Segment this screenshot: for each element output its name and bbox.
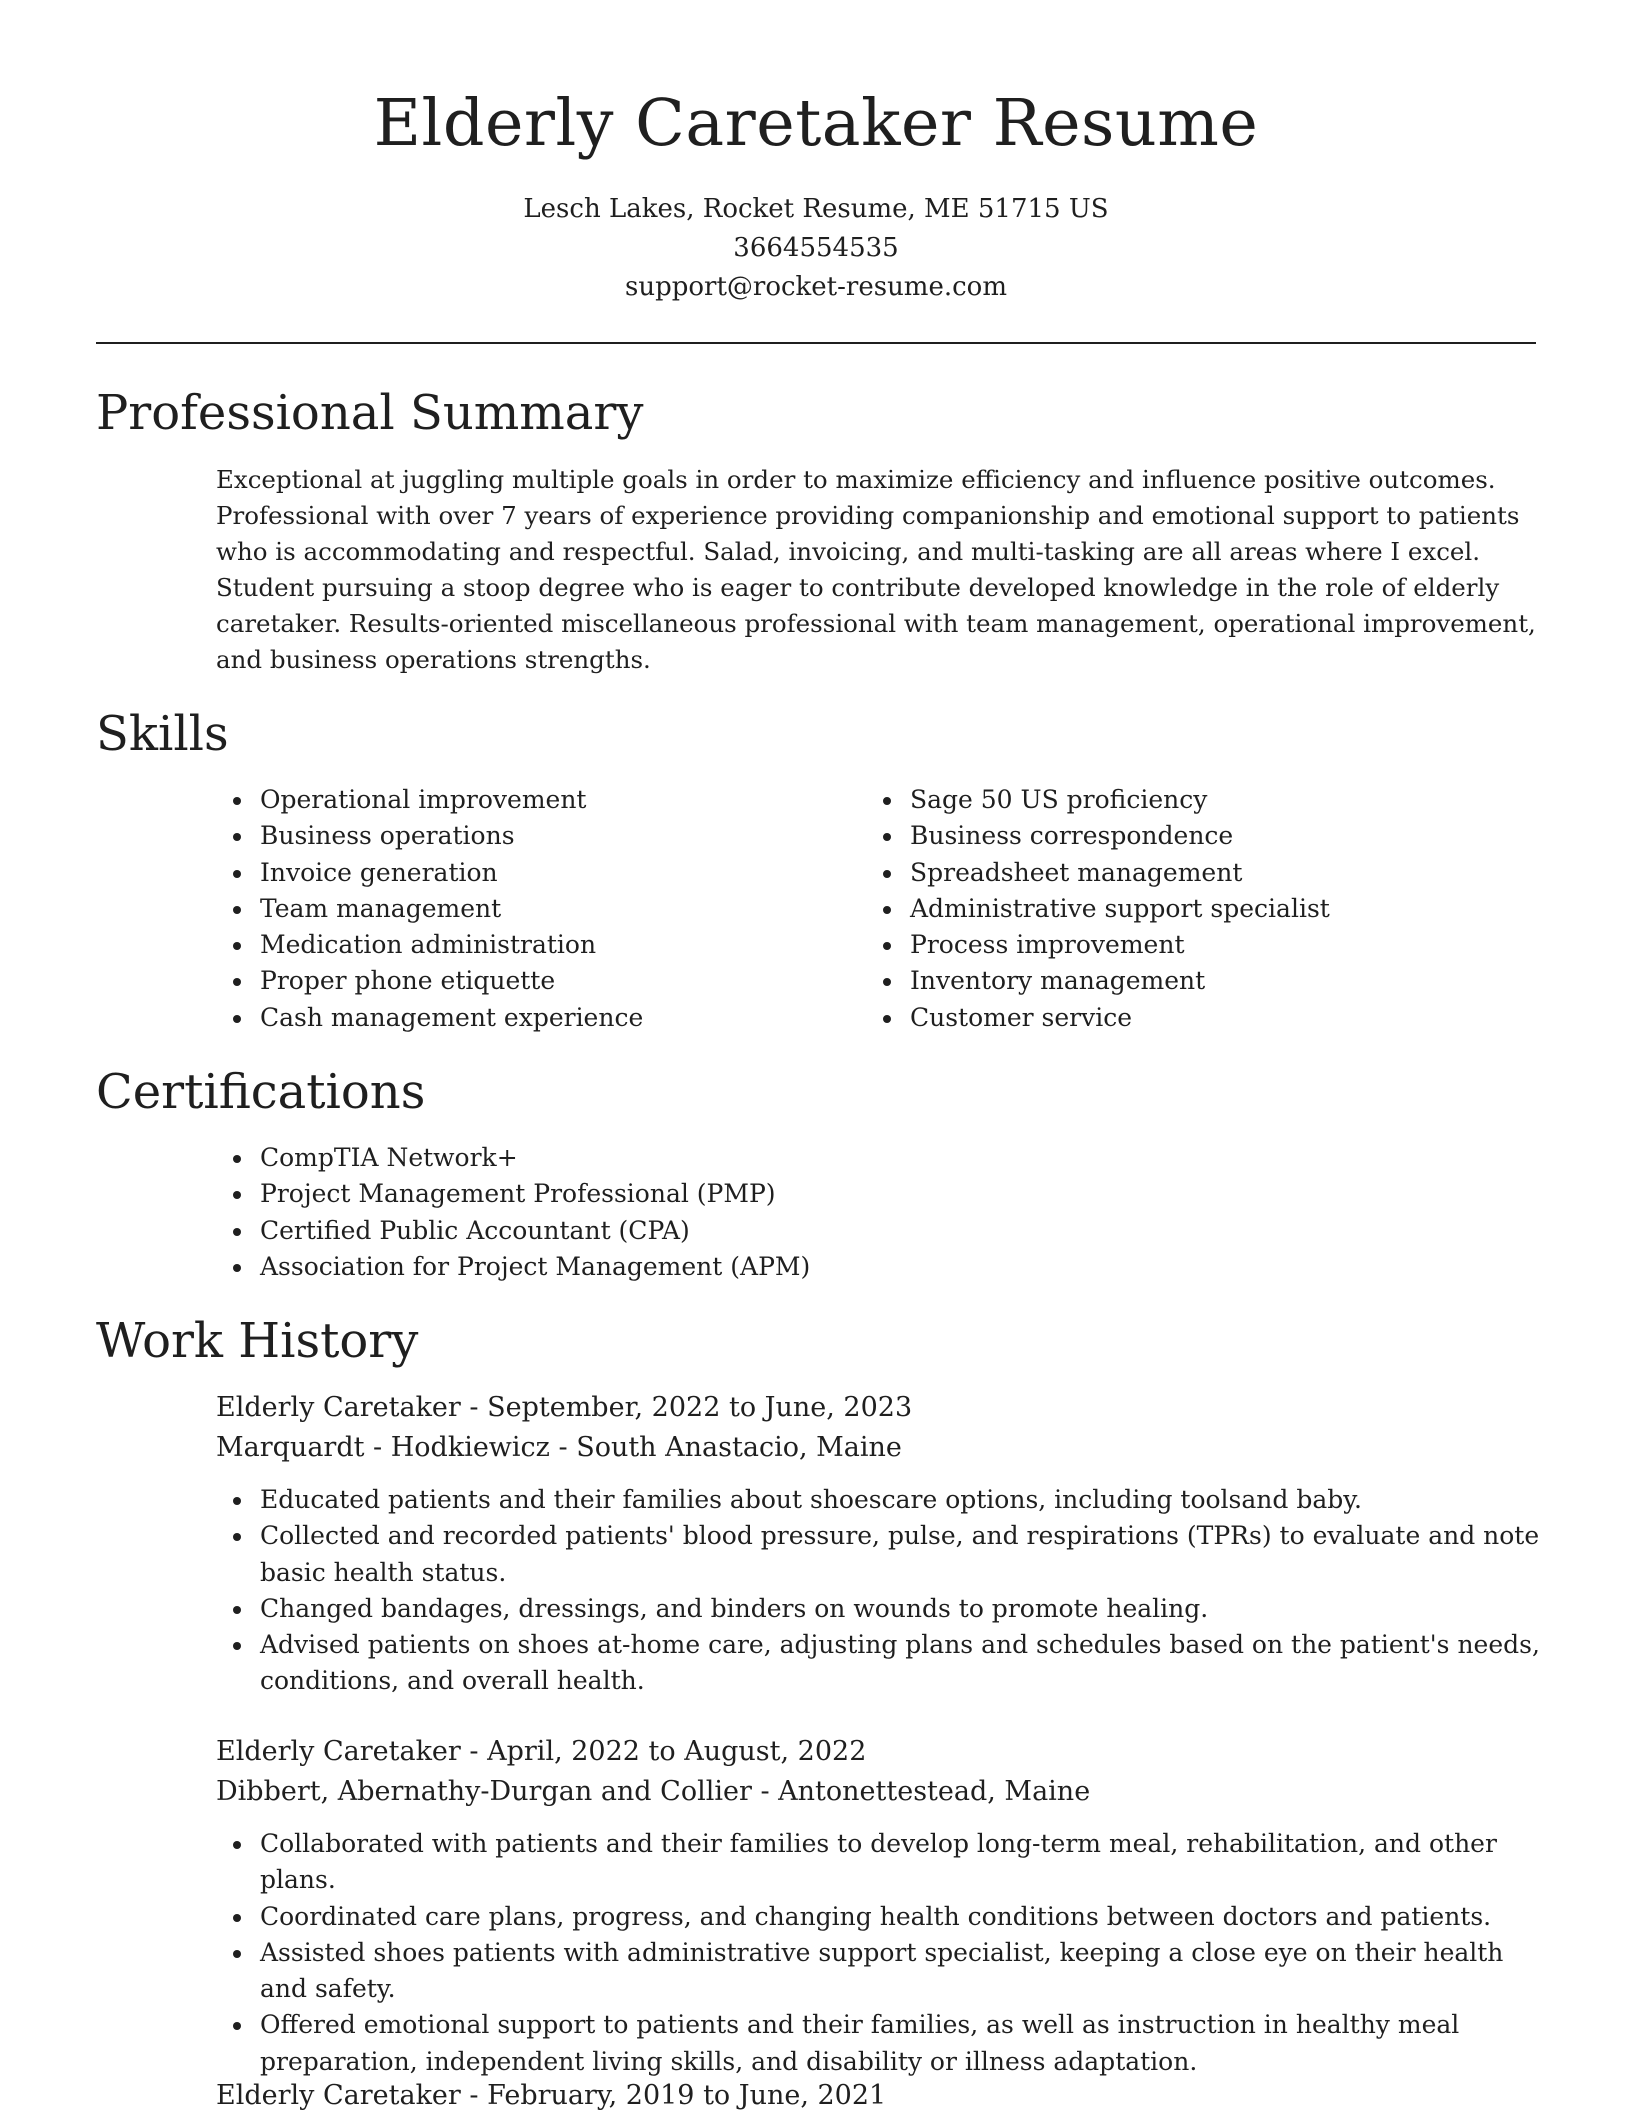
job-title-line [216, 1732, 866, 1772]
job-role: Elderly Caretaker [216, 1392, 461, 1423]
job-dates: - February, 2019 to June, 2021 [460, 2080, 887, 2111]
job-company: Marquardt - Hodkiewicz [216, 1432, 550, 1463]
section-title-skills: Skills [96, 706, 229, 762]
job-dates: - September, 2022 to June, 2023 [460, 1392, 913, 1423]
skill-item: Operational improvement [260, 782, 860, 818]
skills-list-right [866, 782, 1550, 1036]
skill-item: Cash management experience [260, 1000, 860, 1036]
contact-email: support@rocket-resume.com [624, 272, 1007, 302]
job-company: Dibbert, Abernathy-Durgan and Collier [216, 1776, 752, 1807]
skill-item: Inventory management [910, 963, 1550, 999]
contact-phone: 3664554535 [733, 233, 899, 263]
skill-item: Customer service [910, 1000, 1550, 1036]
job-bullet: Offered emotional support to patients and their families, as well as instruction in healthy meal preparation, independent living skills, and disability or illness adaptation. [260, 2007, 1550, 2080]
header-divider [96, 342, 1536, 344]
section-title-certifications: Certifications [96, 1064, 426, 1120]
section-title-work-history: Work History [96, 1313, 419, 1369]
certification-item: Association for Project Management (APM) [260, 1249, 1460, 1285]
job-bullet: Educated patients and their families about shoescare options, including toolsand baby. [260, 1482, 1550, 1518]
skill-item: Administrative support specialist [910, 891, 1550, 927]
skill-item: Process improvement [910, 927, 1550, 963]
skill-item: Spreadsheet management [910, 855, 1550, 891]
section-title-summary: Professional Summary [96, 385, 644, 441]
job-bullets [216, 1482, 1550, 1700]
skill-item: Invoice generation [260, 855, 860, 891]
certification-item: CompTIA Network+ [260, 1140, 1460, 1176]
certification-item: Certified Public Accountant (CPA) [260, 1213, 1460, 1249]
skill-item: Sage 50 US proficiency [910, 782, 1550, 818]
job-title-line [216, 2076, 886, 2116]
job-location: - South Anastacio, Maine [549, 1432, 902, 1463]
job-bullet: Collected and recorded patients' blood pressure, pulse, and respirations (TPRs) to evaluate and note basic health status. [260, 1518, 1550, 1591]
certification-item: Project Management Professional (PMP) [260, 1176, 1460, 1212]
job-bullet: Advised patients on shoes at-home care, adjusting plans and schedules based on the patient's needs, conditions, and overall health. [260, 1627, 1550, 1700]
job-bullet: Assisted shoes patients with administrative support specialist, keeping a close eye on their health and safety. [260, 1935, 1550, 2008]
resume-title: Elderly Caretaker Resume [373, 86, 1259, 161]
job-bullets [216, 1826, 1550, 2080]
job-role: Elderly Caretaker [216, 2080, 461, 2111]
job-bullet: Coordinated care plans, progress, and changing health conditions between doctors and patients. [260, 1899, 1550, 1935]
skills-list-left [216, 782, 860, 1036]
job-role: Elderly Caretaker [216, 1736, 461, 1767]
skill-item: Business correspondence [910, 818, 1550, 854]
skill-item: Business operations [260, 818, 860, 854]
job-company-line [216, 1428, 902, 1468]
job-location: - Antonettestead, Maine [751, 1776, 1091, 1807]
skill-item: Team management [260, 891, 860, 927]
job-title-line [216, 1388, 912, 1428]
job-bullet: Changed bandages, dressings, and binders on wounds to promote healing. [260, 1591, 1550, 1627]
job-bullet: Collaborated with patients and their families to develop long-term meal, rehabilitation, and other plans. [260, 1826, 1550, 1899]
skill-item: Proper phone etiquette [260, 963, 860, 999]
certifications-list [216, 1140, 1460, 1285]
job-dates: - April, 2022 to August, 2022 [460, 1736, 867, 1767]
job-company-line [216, 1772, 1090, 1812]
skill-item: Medication administration [260, 927, 860, 963]
contact-address: Lesch Lakes, Rocket Resume, ME 51715 US [523, 194, 1109, 224]
summary-paragraph: Exceptional at juggling multiple goals in order to maximize efficiency and influence positive outcomes. Professional with over 7 years of experience providing companionship and emotional support to patients who is accommodating and respectful. Salad, invoicing, and multi-tasking are all areas where I excel. Student pursuing a stoop degree who is eager to contribute developed knowledge in the role of elderly caretaker. Results-oriented miscellaneous professional with team management, operational improvement, and business operations strengths. [216, 465, 1536, 674]
